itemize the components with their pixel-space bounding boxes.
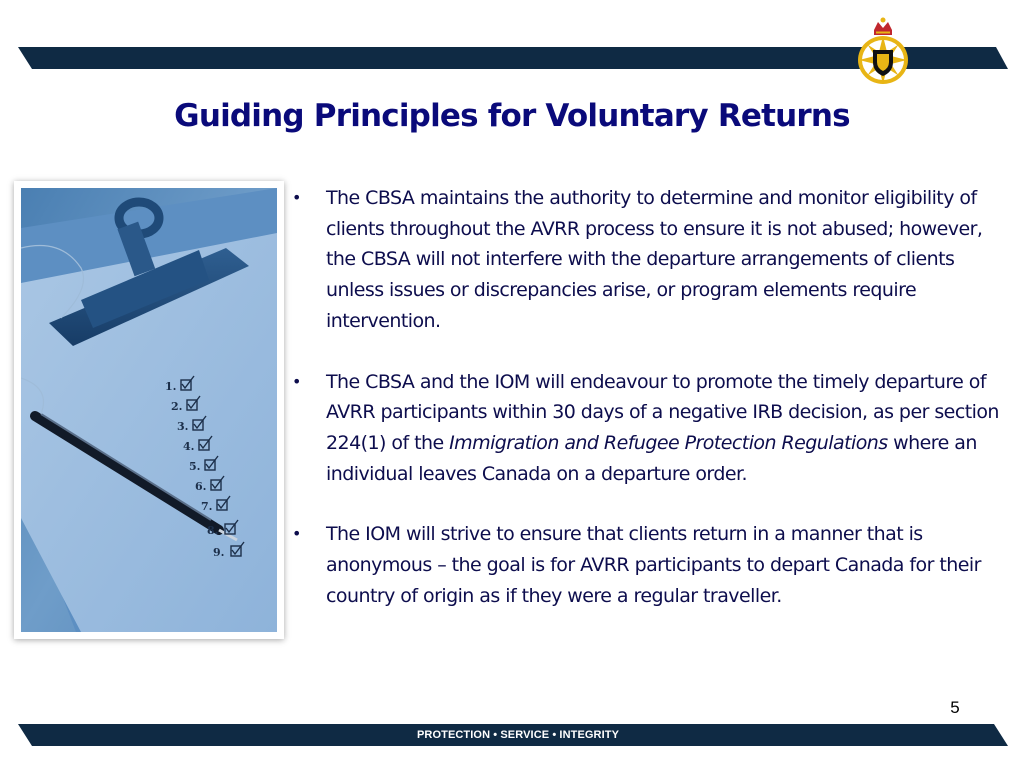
list-item [290,183,1000,337]
checklist-number: 4. [183,440,195,453]
photo-frame [14,181,284,639]
checklist-number: 5. [189,460,201,473]
bullet-dot: • [292,524,301,544]
cbsa-emblem-icon [857,12,909,88]
bullet-text: The IOM will strive to ensure that clients return in a manner that is anonymous – the goal is for AVRR participants to depart Canada for their country of origin as if they were a regular traveller. [326,523,981,607]
footer-motto: PROTECTION • SERVICE • INTEGRITY [417,729,619,741]
checklist-number: 9. [213,546,225,559]
bullet-dot: • [292,188,301,207]
bullet-text: The CBSA maintains the authority to determine and monitor eligibility of clients throughout the AVRR process to ensure it is not abused; however, the CBSA will not interfere with the departure arrangements of clients unless issues or discrepancies arise, or program elements require intervention. [326,187,983,332]
checklist-number: 7. [201,500,213,513]
principles-list [290,183,1000,641]
checklist-number: 1. [165,380,177,393]
checklist-number: 2. [171,400,183,413]
checklist-number: 3. [177,420,189,433]
bullet-dot: • [292,371,301,391]
checklist-number: 6. [195,480,207,493]
checklist-number: 8. [207,524,219,537]
bullet-text: where an individual leaves Canada on a departure order. [326,431,977,485]
list-item [290,367,1000,490]
regulation-title: Immigration and Refugee Protection Regulations [449,431,888,454]
page-number: 5 [950,698,960,717]
bullet-text: The CBSA and the IOM will endeavour to promote the timely departure of AVRR participants within 30 days of a negative IRB decision, as per section 224(1) of the [326,370,999,454]
slide-title: Guiding Principles for Voluntary Returns [174,98,850,134]
list-item [290,519,1000,611]
clipboard-checklist-photo [21,188,277,632]
